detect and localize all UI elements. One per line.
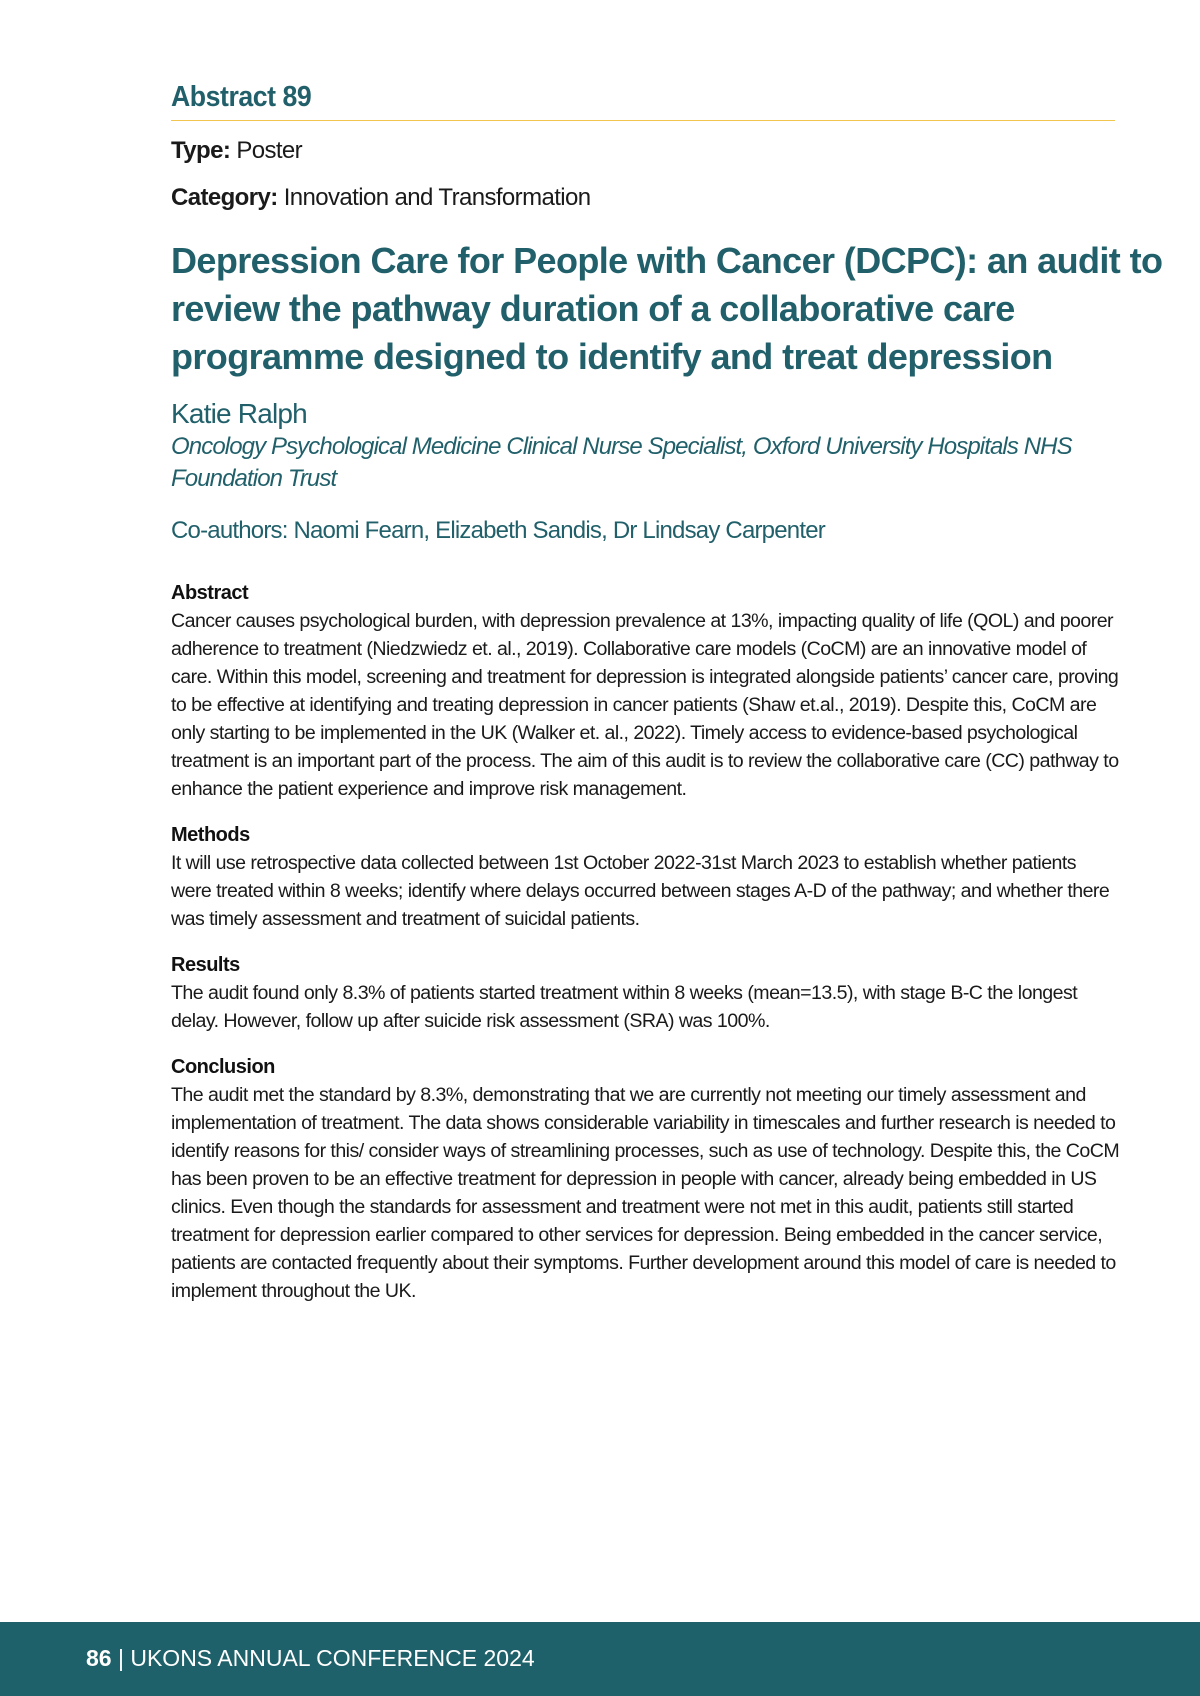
type-label: Type: [171,137,231,164]
section-heading: Methods [171,824,250,846]
footer-separator: | [111,1645,131,1671]
section-abstract [171,579,1119,803]
section-results [171,951,1115,1035]
type-line [171,134,1115,168]
section-heading: Conclusion [171,1056,275,1078]
abstract-title: Depression Care for People with Cancer (DCPC): an audit to review the pathway duration of a collaborative care programme designed to identify and treat depression [171,240,1163,377]
section-conclusion [171,1053,1120,1305]
abstract-page [171,78,1163,1323]
section-heading: Abstract [171,582,249,604]
section-heading: Results [171,954,240,976]
page-footer [0,1622,1200,1696]
type-value: Poster [236,137,303,164]
category-label: Category: [171,184,278,211]
section-body: The audit met the standard by 8.3%, demonstrating that we are currently not meeting our timely assessment and implementation of treatment. The data shows considerable variability in timescales and further research is needed to identify reasons for this/ consider ways of streamlining processes, such as use of technology. Despite this, the CoCM has been proven to be an effective treatment for depression in people with cancer, already being embedded in US clinics. Even though the standards for assessment and treatment were not met in this audit, patients still started treatment for depression earlier compared to other services for depression. Being embedded in the cancer service, patients are contacted frequently about their symptoms. Further development around this model of care is needed to implement throughout the UK. [171,1084,1120,1302]
footer-text [86,1642,535,1674]
section-body: The audit found only 8.3% of patients started treatment within 8 weeks (mean=13.5), with stage B-C the longest delay. However, follow up after suicide risk assessment (SRA) was 100%. [171,982,1078,1032]
author-name: Katie Ralph [171,398,307,429]
footer-conference-name: UKONS ANNUAL CONFERENCE 2024 [130,1645,535,1671]
category-line [171,181,1115,215]
abstract-number: Abstract 89 [171,81,312,113]
section-body: Cancer causes psychological burden, with depression prevalence at 13%, impacting quality of life (QOL) and poorer adherence to treatment (Niedzwiedz et. al., 2019). Collaborative care models (CoCM) are an innovative model of care. Within this model, screening and treatment for depression is integrated alongside patients’ cancer care, proving to be effective at identifying and treating depression in cancer patients (Shaw et.al., 2019). Despite this, CoCM are only starting to be implemented in the UK (Walker et. al., 2022). Timely access to evidence-based psychological treatment is an important part of the process. The aim of this audit is to review the collaborative care (CC) pathway to enhance the patient experience and improve risk management. [171,610,1119,800]
coauthors-line: Co-authors: Naomi Fearn, Elizabeth Sandis, Dr Lindsay Carpenter [171,517,825,544]
category-value: Innovation and Transformation [283,184,591,211]
section-methods [171,821,1115,933]
section-body: It will use retrospective data collected between 1st October 2022-31st March 2023 to establish whether patients were treated within 8 weeks; identify where delays occurred between stages A-D of the pathway; and whether there was timely assessment and treatment of suicidal patients. [171,852,1110,930]
header-divider [171,120,1115,121]
footer-page-number: 86 [86,1645,112,1671]
author-affiliation: Oncology Psychological Medicine Clinical Nurse Specialist, Oxford University Hospitals NHS Foundation Trust [171,433,1072,492]
